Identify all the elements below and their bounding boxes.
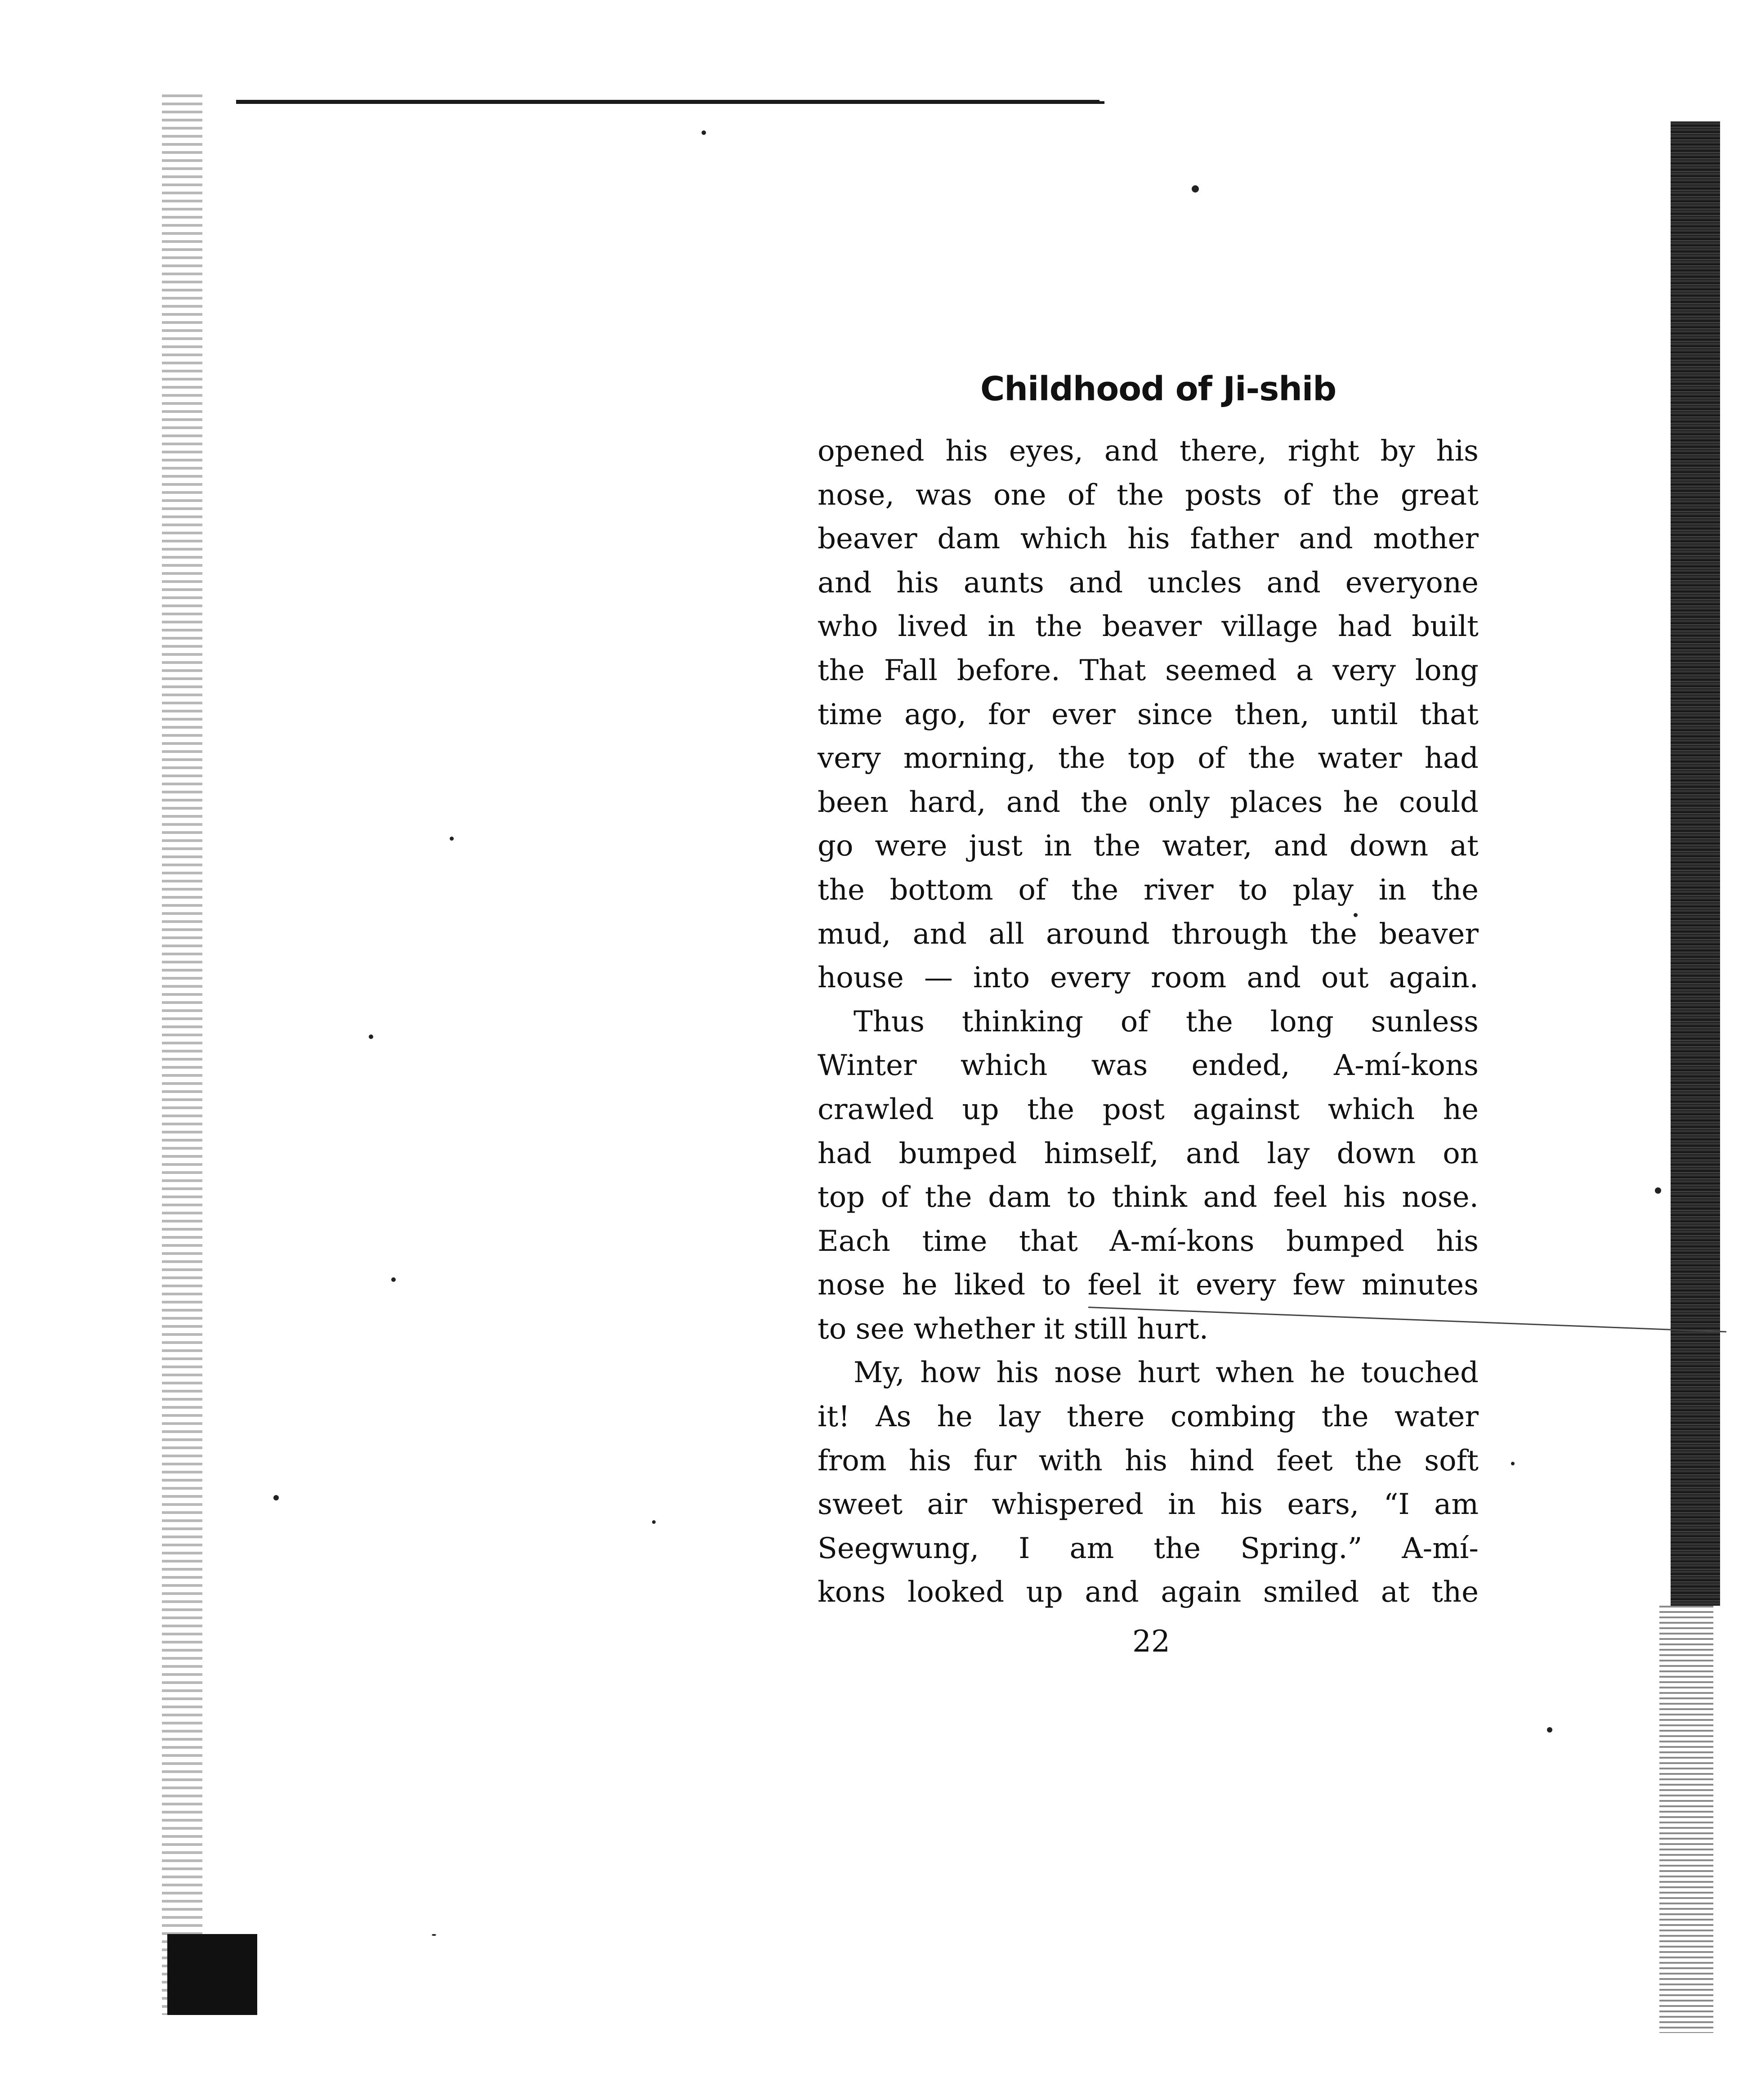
text-line: nose, was one of the posts of the great: [818, 478, 1479, 512]
scan-speck: [369, 1034, 373, 1039]
scan-left-binding-corner: [167, 1934, 257, 2015]
text-line: Each time that A-mí-kons bumped his: [818, 1224, 1479, 1258]
text-line: house — into every room and out again.: [818, 961, 1479, 995]
scan-top-rule-dash: [989, 101, 1048, 104]
scan-speck: [273, 1495, 279, 1500]
text-line: nose he liked to feel it every few minutes: [818, 1268, 1479, 1302]
scan-speck: [702, 130, 706, 135]
scan-speck: [1511, 1462, 1515, 1465]
scan-speck: [432, 1934, 436, 1936]
text-line: My, how his nose hurt when he touched: [854, 1356, 1479, 1390]
text-line: who lived in the beaver village had built: [818, 610, 1479, 644]
text-line: top of the dam to think and feel his nose.: [818, 1181, 1479, 1214]
text-line: to see whether it still hurt.: [818, 1312, 1209, 1346]
text-line: go were just in the water, and down at: [818, 829, 1479, 863]
scan-speck: [652, 1520, 656, 1524]
text-line: the Fall before. That seemed a very long: [818, 654, 1479, 687]
scan-right-page-edge: [1671, 121, 1720, 1606]
scan-speck: [391, 1277, 396, 1282]
text-line: very morning, the top of the water had: [818, 742, 1479, 775]
scan-speck: [1192, 185, 1199, 193]
scan-top-rule-dash: [1057, 101, 1084, 104]
text-line: the bottom of the river to play in the: [818, 873, 1479, 907]
text-line: and his aunts and uncles and everyone: [818, 566, 1479, 600]
text-line: sweet air whispered in his ears, “I am: [818, 1488, 1479, 1522]
scan-speck: [450, 837, 454, 841]
scan-right-page-edge-fade: [1659, 1606, 1713, 2033]
text-line: been hard, and the only places he could: [818, 785, 1479, 819]
scan-speck: [1547, 1727, 1552, 1733]
text-line: mud, and all around through the beaver: [818, 917, 1479, 951]
text-line: crawled up the post against which he: [818, 1093, 1479, 1126]
text-line: Winter which was ended, A-mí-kons: [818, 1049, 1479, 1083]
scan-left-binding-edge: [162, 94, 202, 2015]
text-line: Seegwung, I am the Spring.” A-mí-: [818, 1531, 1479, 1565]
text-line: kons looked up and again smiled at the: [818, 1576, 1479, 1609]
text-line: it! As he lay there combing the water: [818, 1400, 1479, 1434]
text-line: opened his eyes, and there, right by his: [818, 434, 1479, 468]
body-text: [818, 430, 1479, 1615]
scan-top-rule: [236, 100, 1100, 104]
page-number: 22: [1132, 1624, 1170, 1659]
text-line: beaver dam which his father and mother: [818, 522, 1479, 556]
text-line: from his fur with his hind feet the soft: [818, 1444, 1479, 1478]
text-line: had bumped himself, and lay down on: [818, 1137, 1479, 1170]
scan-speck: [1655, 1187, 1661, 1194]
scan-top-rule-dash: [1097, 101, 1104, 104]
text-line: Thus thinking of the long sunless: [854, 1005, 1479, 1039]
running-head: Childhood of Ji-shib: [980, 370, 1336, 408]
text-line: time ago, for ever since then, until that: [818, 698, 1479, 731]
